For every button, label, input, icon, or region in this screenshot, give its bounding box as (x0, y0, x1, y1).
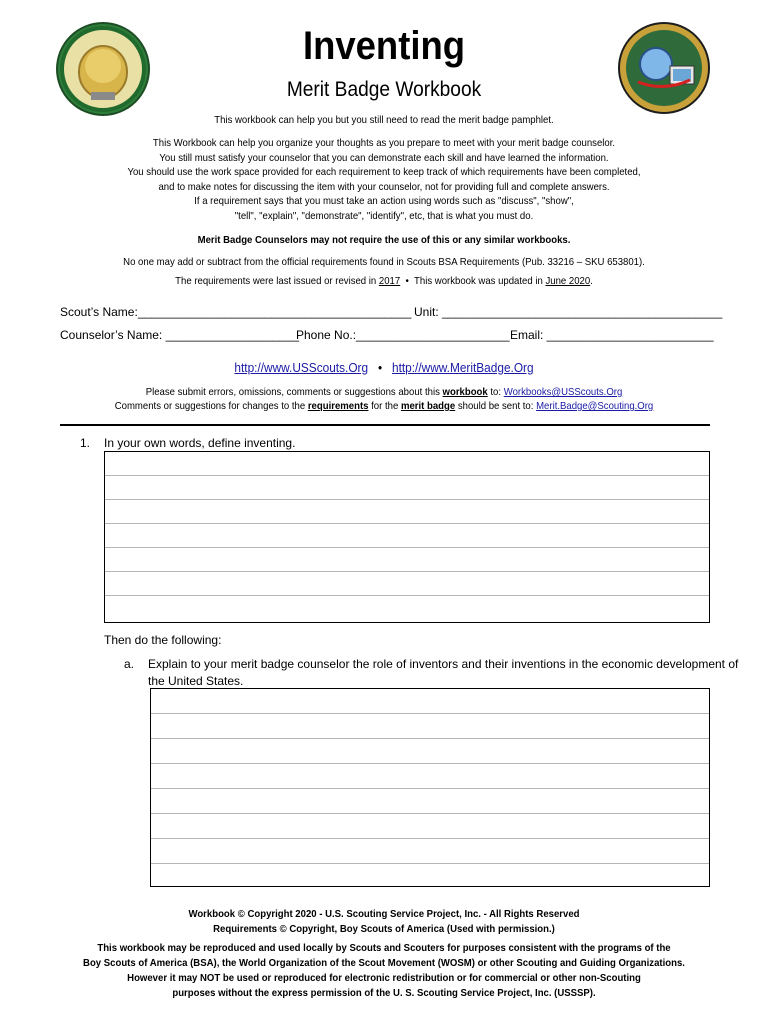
meritbadge-link[interactable]: http://www.MeritBadge.Org (392, 360, 534, 375)
section-divider (60, 424, 710, 426)
issued-year: 2017 (378, 275, 401, 287)
answer-line (151, 838, 709, 839)
links-separator: • (377, 360, 383, 375)
submit-to: to: (490, 386, 502, 398)
answer-line (105, 595, 709, 596)
revision-line (34, 275, 734, 287)
sent-to: should be sent to: (457, 400, 534, 412)
workbook-emphasis: workbook (442, 386, 488, 398)
requirements-emphasis: requirements (307, 400, 369, 412)
answer-line (105, 523, 709, 524)
footer-usage-line-1: This workbook may be reproduced and used locally by Scouts and Scouters for purposes consistent with the programs of the (97, 942, 671, 954)
counselor-notice: Merit Badge Counselors may not require the use of this or any similar workbooks. (197, 234, 571, 246)
phone-field[interactable]: Phone No.:_______________________ (296, 328, 510, 342)
issued-prefix: The requirements were last issued or revised in (175, 275, 377, 287)
answer-line (151, 738, 709, 739)
official-requirements-note: No one may add or subtract from the official requirements found in Scouts BSA Requirements (Pub. 33216 – SKU 653801). (123, 256, 645, 268)
unit-field[interactable]: Unit: __________________________________________ (414, 305, 723, 319)
req-a-letter: a. (124, 657, 135, 671)
scout-name-field[interactable]: Scout’s Name:_________________________________________ (60, 305, 412, 319)
req-1-text: In your own words, define inventing. (104, 436, 296, 450)
footer-copyright-requirements: Requirements © Copyright, Boy Scouts of America (Used with permission.) (213, 923, 555, 935)
answer-line (151, 863, 709, 864)
usscouts-link[interactable]: http://www.USScouts.Org (234, 360, 369, 375)
intro-line-7: "tell", "explain", "demonstrate", "identify", etc, that is what you must do. (234, 210, 534, 222)
req-a-text-line-1: Explain to your merit badge counselor the role of inventors and their inventions in the economic development of (148, 657, 739, 671)
email-field[interactable]: Email: _________________________ (510, 328, 714, 342)
intro-line-6: If a requirement says that you must take an action using words such as "discuss", "show", (194, 195, 574, 207)
submit-line-2 (34, 400, 734, 412)
workbooks-email-link[interactable]: Workbooks@USScouts.Org (503, 386, 623, 398)
intro-line-2: This Workbook can help you organize your thoughts as you prepare to meet with your merit badge counselor. (152, 137, 616, 149)
answer-line (105, 571, 709, 572)
intro-line-4: You should use the work space provided for each requirement to keep track of which requirements have been completed, (127, 166, 641, 178)
comments-prefix: Comments or suggestions for changes to the (114, 400, 306, 412)
then-instruction: Then do the following: (104, 633, 222, 647)
footer-copyright-workbook: Workbook © Copyright 2020 - U.S. Scouting Service Project, Inc. - All Rights Reserved (188, 908, 580, 920)
footer-usage-line-2: Boy Scouts of America (BSA), the World Organization of the Scout Movement (WOSM) or other Scouting and Guiding Organizations. (83, 957, 685, 969)
footer-usage-line-3: However it may NOT be used or reproduced for electronic redistribution or for commercial or other non-Scouting (127, 972, 641, 984)
req-a-answer-box[interactable] (150, 688, 710, 887)
counselor-name-field[interactable]: Counselor’s Name: ____________________ (60, 328, 300, 342)
links-row (34, 360, 734, 375)
req-1-number: 1. (80, 436, 91, 450)
submit-line-1 (34, 386, 734, 398)
page-title: Inventing (302, 24, 466, 68)
req-1-answer-box[interactable] (104, 451, 710, 623)
footer-usage-line-4: purposes without the express permission of the U. S. Scouting Service Project, Inc. (USSSP). (172, 987, 596, 999)
updated-date: June 2020 (545, 275, 591, 287)
answer-line (105, 547, 709, 548)
answer-line (151, 713, 709, 714)
answer-line (151, 813, 709, 814)
period: . (590, 275, 593, 287)
merit-badge-emphasis: merit badge (400, 400, 456, 412)
intro-line-3: You still must satisfy your counselor that you can demonstrate each skill and have learned the information. (159, 152, 609, 164)
req-a-text-line-2: the United States. (148, 674, 244, 688)
intro-line-1: This workbook can help you but you still need to read the merit badge pamphlet. (214, 114, 554, 126)
bullet-separator: • (405, 275, 409, 287)
answer-line (105, 475, 709, 476)
answer-line (151, 763, 709, 764)
page-subtitle: Merit Badge Workbook (286, 78, 482, 101)
merit-badge-email-link[interactable]: Merit.Badge@Scouting.Org (536, 400, 654, 412)
answer-line (105, 499, 709, 500)
submit-prefix: Please submit errors, omissions, comments or suggestions about this (145, 386, 440, 398)
updated-prefix: This workbook was updated in (414, 275, 543, 287)
for-the: for the (371, 400, 399, 412)
answer-line (151, 788, 709, 789)
intro-line-5: and to make notes for discussing the item with your counselor, not for providing full and complete answers. (158, 181, 610, 193)
